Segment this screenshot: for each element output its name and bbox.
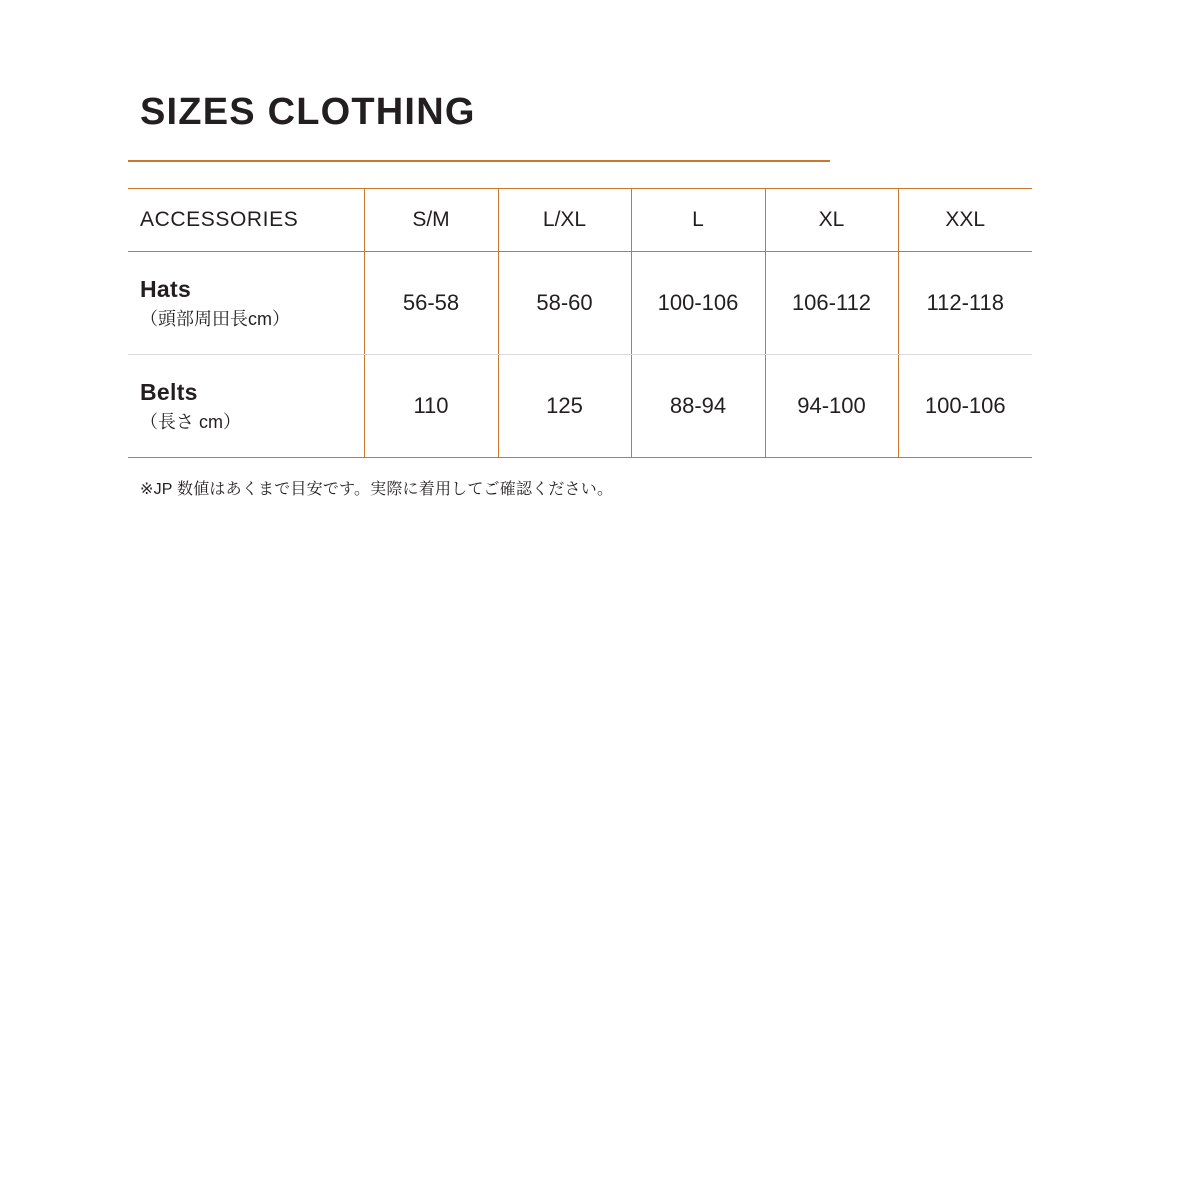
row-label-sub: （長さ cm）	[140, 411, 241, 432]
table-header-row	[128, 188, 1032, 251]
cell-hats-xl: 106-112	[765, 251, 898, 354]
column-header-accessories: ACCESSORIES	[128, 188, 364, 251]
table-row	[128, 354, 1032, 457]
row-label-main: Belts	[140, 378, 198, 405]
cell-belts-xxl: 100-106	[898, 354, 1032, 457]
cell-hats-xxl: 112-118	[898, 251, 1032, 354]
cell-hats-l: 100-106	[631, 251, 765, 354]
column-header-sm: S/M	[364, 188, 498, 251]
row-label-hats	[128, 251, 364, 354]
sizes-table	[128, 188, 1032, 458]
table-row	[128, 251, 1032, 354]
column-header-xl: XL	[765, 188, 898, 251]
cell-belts-lxl: 125	[498, 354, 631, 457]
cell-hats-sm: 56-58	[364, 251, 498, 354]
content-container	[128, 90, 1032, 499]
row-label-belts	[128, 354, 364, 457]
cell-belts-l: 88-94	[631, 354, 765, 457]
row-label-main: Hats	[140, 275, 192, 302]
page-title: SIZES CLOTHING	[140, 91, 476, 133]
cell-hats-lxl: 58-60	[498, 251, 631, 354]
column-header-l: L	[631, 188, 765, 251]
title-underline-rule	[128, 160, 830, 162]
cell-belts-sm: 110	[364, 354, 498, 457]
row-label-sub: （頭部周田長cm）	[140, 308, 290, 329]
column-header-xxl: XXL	[898, 188, 1032, 251]
footnote: ※JP 数値はあくまで目安です。実際に着用してご確認ください。	[140, 480, 614, 498]
column-header-lxl: L/XL	[498, 188, 631, 251]
cell-belts-xl: 94-100	[765, 354, 898, 457]
